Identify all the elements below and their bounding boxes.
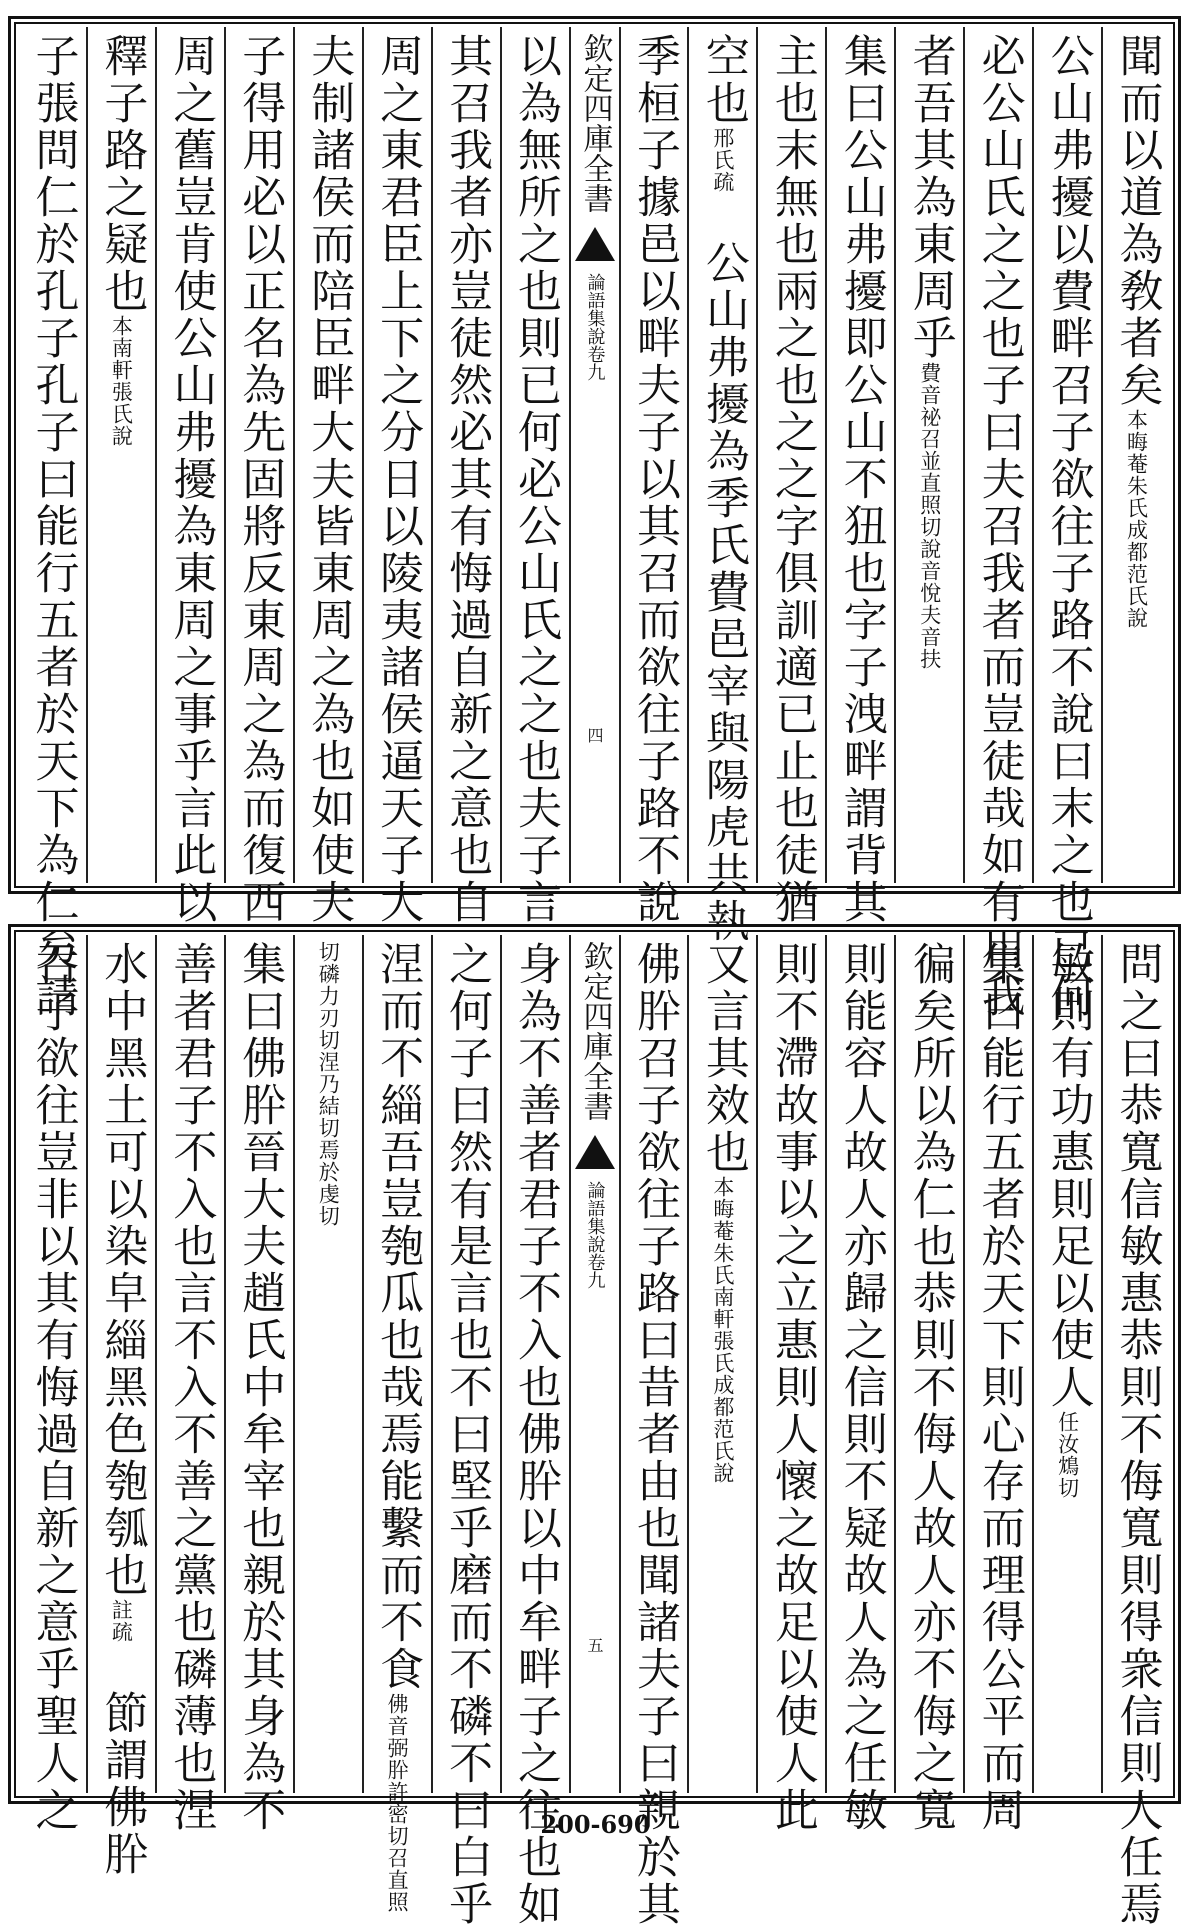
text-column: 其召我者亦豈徒然必其有悔過自新之意也自 (431, 27, 500, 883)
volume-number: 卷九 (584, 345, 606, 381)
annotation: 本南軒張氏說 (109, 315, 134, 447)
page-number: 五 (585, 1637, 604, 1653)
text-column: 集曰佛肸晉大夫趙氏中牟宰也親於其身為不 (224, 935, 293, 1793)
text-column: 夫制諸侯而陪臣畔大夫皆東周之為也如使夫 (293, 27, 362, 883)
text-column: 周之舊豈肯使公山弗擾為東周之事乎言此以 (155, 27, 224, 883)
text-column: 以為無所之也則已何必公山氏之之也夫子言 (500, 27, 569, 883)
center-margin (569, 27, 619, 883)
fishtail-mark-icon (575, 1135, 615, 1169)
text-column: 佛肸召子欲往子路曰昔者由也聞諸夫子曰親於其 (619, 935, 688, 1793)
text-column: 子得用必以正名為先固將反東周之為而復西 (224, 27, 293, 883)
text-column: 必公山氏之之也子曰夫召我者而豈徒哉如有用我 (963, 27, 1032, 883)
book-title: 欽定四庫全書 (577, 33, 613, 213)
text-column: 釋子路之疑也本南軒張氏說 (86, 27, 155, 883)
text-column: 又言其效也本晦菴朱氏南軒張氏成都范氏說 (687, 935, 756, 1793)
annotation: 切磷力刃切涅乃結切焉於虔切 (316, 941, 341, 1227)
text-column: 主也末無也兩之也之之字俱訓適已止也徒猶 (756, 27, 825, 883)
book-name: 論語集說 (584, 273, 606, 345)
annotation: 佛音弼肸許密切召直照 (385, 1693, 410, 1913)
fishtail-mark-icon (575, 227, 615, 261)
annotation: 邢氏疏 (710, 127, 735, 193)
text-column: 敏則有功惠則足以使人任汝鴆切 (1032, 935, 1101, 1793)
text-column: 子張問仁於孔子孔子曰能行五者於天下為仁矣請 (27, 33, 79, 1020)
text-column (293, 935, 362, 1793)
text-column: 空也邢氏疏 公山弗擾為季氏費邑宰與陽虎共執 (687, 27, 756, 883)
text-column: 集曰能行五者於天下則心存而理得公平而周 (963, 935, 1032, 1793)
text-column: 善者君子不入也言不入不善之黨也磷薄也涅 (155, 935, 224, 1793)
text-column: 則能容人故人亦歸之信則不疑故人為之任敏 (825, 935, 894, 1793)
text-column: 涅而不緇吾豈匏瓜也哉焉能繫而不食佛音弼肸許密切召直照 (362, 935, 431, 1793)
text-column: 之何子曰然有是言也不曰堅乎磨而不磷不曰白乎 (431, 935, 500, 1793)
page-footer-number: 200-690 (540, 1810, 651, 1839)
text-column: 聞而以道為敎者矣本晦菴朱氏成都范氏說 (1101, 27, 1170, 883)
annotation: 費音祕召並直照切說音悅夫音扶 (917, 362, 942, 670)
annotation: 本晦菴朱氏南軒張氏成都范氏說 (710, 1176, 735, 1484)
text-column: 公山弗擾以費畔召子欲往子路不說曰末之也已何 (1032, 27, 1101, 883)
text-column: 周之東君臣上下之分日以陵夷諸侯逼天子大 (362, 27, 431, 883)
text-column: 身為不善者君子不入也佛肸以中牟畔子之往也如 (500, 935, 569, 1793)
text-column: 問之曰恭寬信敏惠恭則不侮寬則得衆信則人任焉 (1101, 935, 1170, 1793)
text-column: 水中黑土可以染皁緇黑色匏瓠也註疏 節謂佛肸 (86, 935, 155, 1793)
annotation: 任汝鴆切 (1055, 1411, 1080, 1499)
book-name: 論語集說 (584, 1181, 606, 1253)
text-column: 季桓子據邑以畔夫子以其召而欲往子路不說 (619, 27, 688, 883)
text-column: 集曰公山弗擾即公山不狃也字子洩畔謂背其 (825, 27, 894, 883)
text-column: 徧矣所以為仁也恭則不侮人故人亦不侮之寬 (894, 935, 963, 1793)
annotation: 本晦菴朱氏成都范氏說 (1124, 409, 1149, 629)
center-margin (569, 935, 619, 1793)
page-number: 四 (585, 727, 604, 743)
text-column: 者吾其為東周乎費音祕召並直照切說音悅夫音扶 (894, 27, 963, 883)
top-columns (19, 27, 1170, 1020)
text-column: 則不滯故事以之立惠則人懷之故足以使人此 (756, 935, 825, 1793)
text-column: 召子欲往豈非以其有悔過自新之意乎聖人之 (27, 941, 79, 1834)
top-page (8, 16, 1181, 1020)
annotation: 註疏 (109, 1599, 134, 1643)
book-title: 欽定四庫全書 (577, 941, 613, 1121)
volume-number: 卷九 (584, 1253, 606, 1289)
